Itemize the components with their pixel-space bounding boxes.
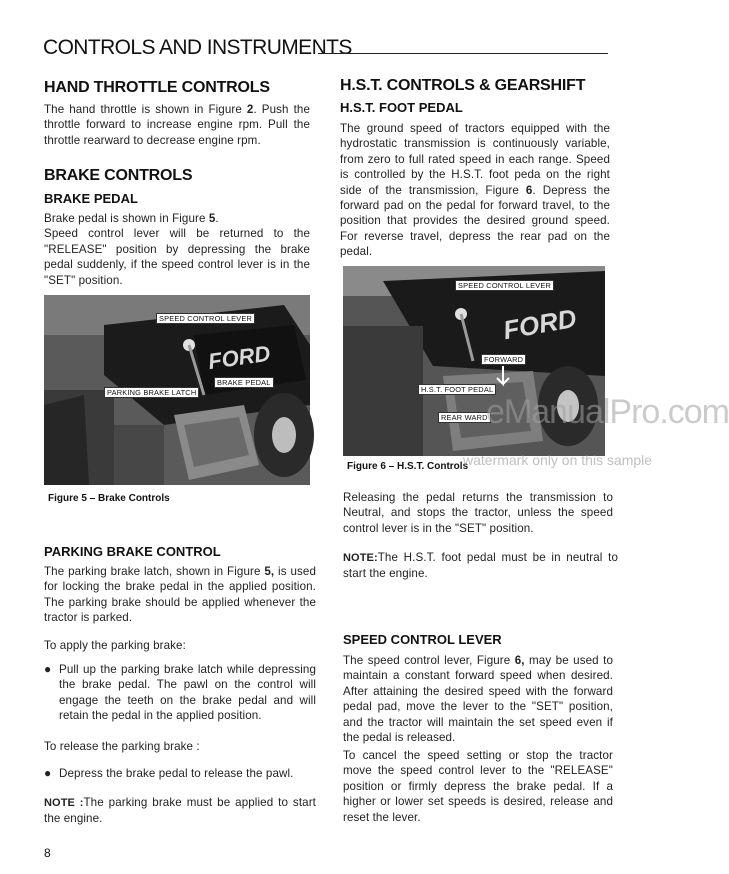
release-parking-brake-intro: To release the parking brake :	[44, 740, 200, 753]
brake-pedal-body: Brake pedal is shown in Figure 5. Speed control lever will be returned to the "RELEASE" position by depressing the brake pedal suddenly, if the speed control lever is in the "SET" position.	[44, 212, 310, 287]
callout-brake-pedal: BRAKE PEDAL	[214, 377, 274, 388]
callout-hst-foot-pedal: H.S.T. FOOT PEDAL	[418, 384, 496, 395]
svg-text:FORD: FORD	[206, 340, 272, 375]
page-number: 8	[44, 846, 51, 860]
callout-speed-control-lever: SPEED CONTROL LEVER	[156, 313, 255, 324]
apply-parking-brake-intro: To apply the parking brake:	[44, 639, 186, 652]
bullet-dot: ●	[44, 766, 52, 780]
speed-control-body-2: To cancel the speed setting or stop the tractor move the speed control lever to the "RELEASE" position or firmly depress the brake pedal. If a higher or lower set speeds is desired, release and reset the lever.	[343, 749, 613, 824]
releasing-pedal-body: Releasing the pedal returns the transmission to Neutral, and stops the tractor, unless the speed control lever is in the "SET" position.	[343, 491, 613, 535]
svg-text:FORD: FORD	[500, 302, 579, 346]
figure-5-photo	[44, 295, 310, 485]
hand-throttle-body: The hand throttle is shown in Figure 2. Push the throttle forward to increase engine rpm. Pull the throttle rearward to decrease engine rpm.	[44, 103, 310, 147]
hand-throttle-heading: HAND THROTTLE CONTROLS	[44, 79, 270, 96]
hst-foot-pedal-subheading: H.S.T. FOOT PEDAL	[340, 100, 463, 115]
figure-6-caption: Figure 6 – H.S.T. Controls	[347, 461, 469, 472]
brake-pedal-subheading: BRAKE PEDAL	[44, 191, 138, 206]
page-header-title: CONTROLS AND INSTRUMENTS	[43, 36, 352, 59]
speed-control-heading: SPEED CONTROL LEVER	[343, 632, 502, 647]
apply-parking-brake-bullet: ● Pull up the parking brake latch while depressing the brake pedal. The pawl on the control will engage the teeth on the brake pedal and will retain the pedal in the applied position.	[44, 662, 316, 723]
figure-5-caption: Figure 5 – Brake Controls	[48, 493, 170, 504]
parking-brake-note: NOTE :The parking brake must be applied to start the engine.	[44, 796, 316, 826]
hst-body: The ground speed of tractors equipped with the hydrostatic transmission is continuously variable, from zero to full rated speed in each range. Speed is controlled by the H.S.T. foot peda on the right side of the transmission, Figure 6. Depress the forward pad on the pedal for forward travel, to the position that provides the desired ground speed. For reverse travel, depress the rear pad on the pedal.	[340, 122, 610, 259]
hst-note: NOTE:The H.S.T. foot pedal must be in neutral to start the engine.	[343, 551, 618, 581]
callout-parking-brake-latch: PARKING BRAKE LATCH	[104, 387, 199, 398]
fig-ref-2: 2	[246, 103, 254, 116]
callout-speed-control-lever-fig6: SPEED CONTROL LEVER	[455, 280, 554, 291]
release-parking-brake-bullet: ● Depress the brake pedal to release the pawl.	[44, 766, 294, 780]
hst-heading: H.S.T. CONTROLS & GEARSHIFT	[340, 77, 586, 94]
speed-control-body-1: The speed control lever, Figure 6, may be used to maintain a constant forward speed when desired. After attaining the desired speed with the forward pedal pad, move the lever to the "SET" position, and the tractor will maintain the set speed even if the pedal is released.	[343, 654, 613, 745]
watermark-sample: watermark only on this sample	[463, 452, 653, 468]
note-label-hst: NOTE:	[343, 552, 378, 564]
bullet-dot: ●	[44, 662, 52, 676]
fig-ref-5: 5	[208, 212, 216, 225]
watermark-site: eManualPro.com	[486, 393, 729, 431]
fig-ref-6-speed: 6,	[514, 654, 525, 667]
header-rule	[318, 53, 608, 54]
note-label: NOTE :	[44, 797, 84, 809]
brake-controls-heading: BRAKE CONTROLS	[44, 167, 193, 184]
parking-brake-body: The parking brake latch, shown in Figure 5, is used for locking the brake pedal in the applied position. The parking brake should be applied whenever the tractor is parked.	[44, 565, 316, 625]
fig-ref-5-parking: 5,	[264, 565, 275, 578]
parking-brake-heading: PARKING BRAKE CONTROL	[44, 544, 221, 559]
fig-ref-6: 6	[525, 183, 533, 197]
callout-forward: FORWARD	[481, 354, 526, 365]
callout-rearward: REAR WARD	[438, 412, 491, 423]
